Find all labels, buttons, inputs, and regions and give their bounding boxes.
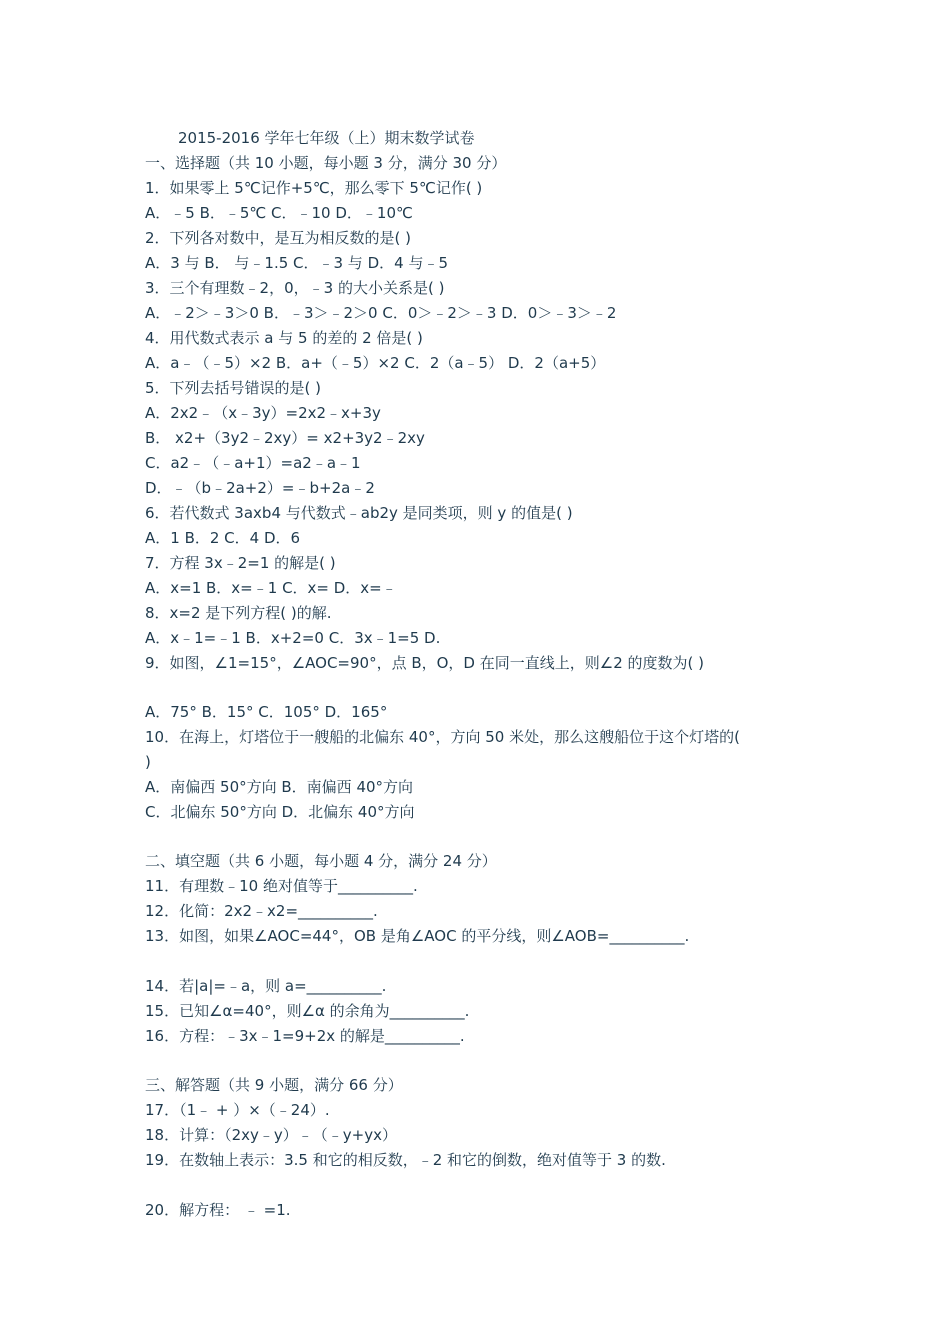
question-7: 7．方程 3x﹣2=1 的解是( ) <box>145 554 336 572</box>
question-10: 10．在海上，灯塔位于一艘船的北偏东 40°，方向 50 米处，那么这艘船位于这个灯塔的( <box>145 728 740 746</box>
question-10-continued: ) <box>145 753 151 771</box>
question-14: 14．若|a|=﹣a，则 a=__________. <box>145 977 387 995</box>
section-heading-fill: 二、填空题（共 6 小题，每小题 4 分，满分 24 分） <box>145 852 497 870</box>
question-15: 15．已知∠α=40°，则∠α 的余角为__________. <box>145 1002 470 1020</box>
question-16: 16．方程：﹣3x﹣1=9+2x 的解是__________. <box>145 1027 465 1045</box>
question-19: 19．在数轴上表示：3.5 和它的相反数，﹣2 和它的倒数，绝对值等于 3 的数. <box>145 1151 666 1169</box>
options-3: A．﹣2＞﹣3＞0 B．﹣3＞﹣2＞0 C．0＞﹣2＞﹣3 D．0＞﹣3＞﹣2 <box>145 304 617 322</box>
question-11: 11．有理数﹣10 绝对值等于__________. <box>145 877 418 895</box>
option-5a: A．2x2﹣（x﹣3y）=2x2﹣x+3y <box>145 404 381 422</box>
option-5b: B． x2+（3y2﹣2xy）= x2+3y2﹣2xy <box>145 429 425 447</box>
question-8: 8．x=2 是下列方程( )的解. <box>145 604 332 622</box>
question-1: 1．如果零上 5℃记作+5℃，那么零下 5℃记作( ) <box>145 179 483 197</box>
options-4: A．a﹣（﹣5）×2 B．a+（﹣5）×2 C．2（a﹣5） D．2（a+5） <box>145 354 606 372</box>
question-12: 12．化简：2x2﹣x2=__________. <box>145 902 378 920</box>
section-heading-choice: 一、选择题（共 10 小题，每小题 3 分，满分 30 分） <box>145 154 507 172</box>
options-6: A．1 B．2 C．4 D．6 <box>145 529 301 547</box>
options-10-cd: C．北偏东 50°方向 D．北偏东 40°方向 <box>145 803 415 821</box>
question-18: 18．计算：（2xy﹣y）﹣（﹣y+yx） <box>145 1126 397 1144</box>
question-13: 13．如图，如果∠AOC=44°，OB 是角∠AOC 的平分线，则∠AOB=__________. <box>145 927 690 945</box>
option-5c: C．a2﹣（﹣a+1）=a2﹣a﹣1 <box>145 454 361 472</box>
question-3: 3．三个有理数﹣2，0，﹣3 的大小关系是( ) <box>145 279 445 297</box>
exam-title: 2015-2016 学年七年级（上）期末数学试卷 <box>178 129 475 147</box>
question-4: 4．用代数式表示 a 与 5 的差的 2 倍是( ) <box>145 329 423 347</box>
question-2: 2．下列各对数中，是互为相反数的是( ) <box>145 229 412 247</box>
question-17: 17．（1﹣ + ）×（﹣24）. <box>145 1101 330 1119</box>
question-9: 9．如图，∠1=15°，∠AOC=90°，点 B，O，D 在同一直线上，则∠2 的度数为( ) <box>145 654 704 672</box>
section-heading-solve: 三、解答题（共 9 小题，满分 66 分） <box>145 1076 403 1094</box>
question-20: 20．解方程： ﹣ =1. <box>145 1201 291 1219</box>
option-5d: D．﹣（b﹣2a+2）=﹣b+2a﹣2 <box>145 479 375 497</box>
options-9: A．75° B．15° C．105° D．165° <box>145 703 388 721</box>
options-7: A．x=1 B．x=﹣1 C．x= D．x=﹣ <box>145 579 397 597</box>
options-8: A．x﹣1=﹣1 B．x+2=0 C．3x﹣1=5 D. <box>145 629 441 647</box>
question-6: 6．若代数式 3axb4 与代数式﹣ab2y 是同类项，则 y 的值是( ) <box>145 504 573 522</box>
options-1: A．﹣5 B．﹣5℃ C．﹣10 D．﹣10℃ <box>145 204 413 222</box>
options-2: A．3 与 B． 与﹣1.5 C．﹣3 与 D．4 与﹣5 <box>145 254 448 272</box>
options-10-ab: A．南偏西 50°方向 B．南偏西 40°方向 <box>145 778 414 796</box>
question-5: 5．下列去括号错误的是( ) <box>145 379 322 397</box>
